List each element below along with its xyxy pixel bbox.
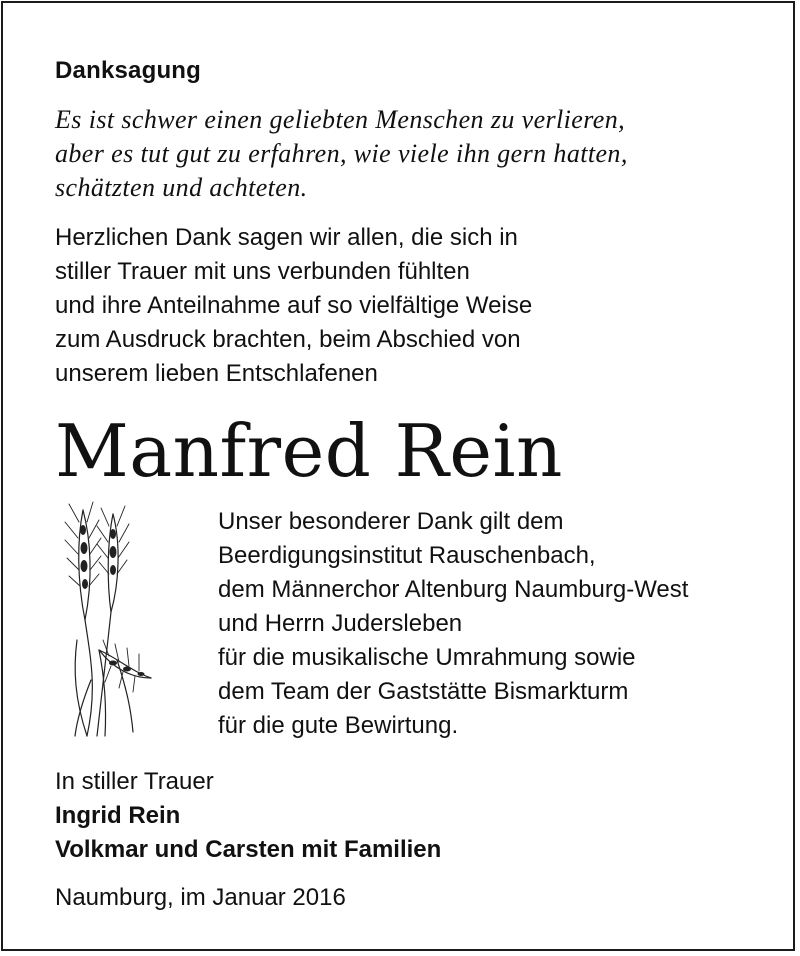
place-date: Naumburg, im Januar 2016 xyxy=(55,884,346,911)
special-thanks-line: Beerdigungsinstitut Rauschenbach, xyxy=(218,542,596,569)
quote-line: schätzten und achteten. xyxy=(55,173,308,202)
quote-line: aber es tut gut zu erfahren, wie viele ihn gern hatten, xyxy=(55,139,628,168)
notice-heading: Danksagung xyxy=(55,57,202,84)
special-thanks-line: dem Männerchor Altenburg Naumburg-West xyxy=(218,576,689,603)
quote-block xyxy=(55,103,775,205)
signature-name: Ingrid Rein xyxy=(55,802,181,829)
signature-block xyxy=(55,765,775,867)
thanks-line: Herzlichen Dank sagen wir allen, die sich in xyxy=(55,224,518,251)
wheat-ears-icon xyxy=(47,500,157,740)
special-thanks-line: für die gute Bewirtung. xyxy=(218,712,459,739)
signature-name: Volkmar und Carsten mit Familien xyxy=(55,836,442,863)
signature-intro: In stiller Trauer xyxy=(55,768,214,795)
special-thanks-line: dem Team der Gaststätte Bismarkturm xyxy=(218,678,629,705)
thanks-line: unserem lieben Entschlafenen xyxy=(55,360,378,387)
deceased-name: Manfred Rein xyxy=(55,409,563,493)
special-thanks-line: und Herrn Judersleben xyxy=(218,610,463,637)
special-thanks-line: für die musikalische Umrahmung sowie xyxy=(218,644,636,671)
special-thanks-paragraph xyxy=(218,505,778,743)
obituary-notice xyxy=(1,1,795,951)
thanks-line: zum Ausdruck brachten, beim Abschied von xyxy=(55,326,521,353)
quote-line: Es ist schwer einen geliebten Menschen zu verlieren, xyxy=(55,105,626,134)
thanks-line: und ihre Anteilnahme auf so vielfältige Weise xyxy=(55,292,533,319)
thanks-line: stiller Trauer mit uns verbunden fühlten xyxy=(55,258,470,285)
special-thanks-line: Unser besonderer Dank gilt dem xyxy=(218,508,564,535)
thanks-paragraph xyxy=(55,221,775,391)
